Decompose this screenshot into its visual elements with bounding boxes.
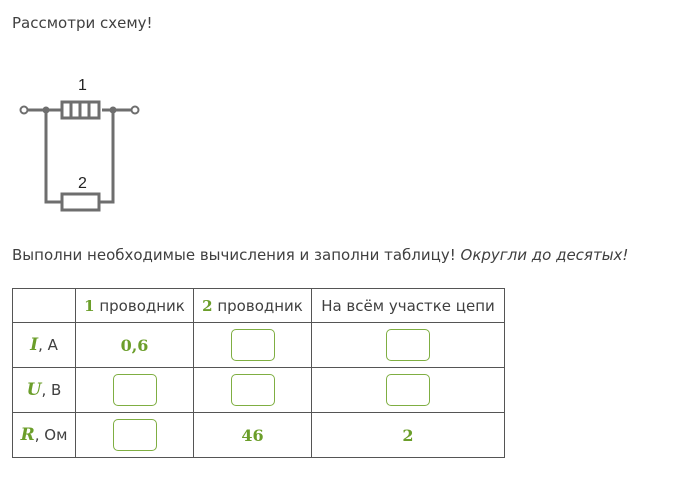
resistor-2-label: 2 (78, 175, 87, 192)
row-label-current: I, А (13, 323, 76, 368)
table-row-current (13, 323, 505, 368)
circuit-diagram (16, 72, 146, 212)
input-voltage-total[interactable] (386, 374, 430, 406)
cell-current-2 (194, 323, 312, 368)
resistor-2 (62, 194, 99, 210)
wire-branch-left (46, 110, 62, 202)
task-text (12, 246, 628, 264)
header-empty (13, 289, 76, 323)
input-current-2[interactable] (231, 329, 275, 361)
header-conductor-2: 2 проводник (194, 289, 312, 323)
row-label-resistance: R, Ом (13, 413, 76, 458)
answer-table (12, 288, 505, 458)
input-current-total[interactable] (386, 329, 430, 361)
cell-current-1: 0,6 (76, 323, 194, 368)
cell-voltage-1 (76, 368, 194, 413)
cell-resistance-total: 2 (312, 413, 505, 458)
terminal-left (21, 107, 28, 114)
table-header-row (13, 289, 505, 323)
cell-resistance-1 (76, 413, 194, 458)
header-whole-circuit: На всём участке цепи (312, 289, 505, 323)
task-instruction: Выполни необходимые вычисления и заполни таблицу! (12, 246, 456, 264)
input-voltage-2[interactable] (231, 374, 275, 406)
row-label-voltage: U, В (13, 368, 76, 413)
junction-left (43, 107, 49, 113)
header-conductor-1: 1 проводник (76, 289, 194, 323)
table-row-resistance (13, 413, 505, 458)
intro-text: Рассмотри схему! (12, 14, 153, 32)
cell-current-total (312, 323, 505, 368)
cell-voltage-total (312, 368, 505, 413)
input-voltage-1[interactable] (113, 374, 157, 406)
junction-right (110, 107, 116, 113)
terminal-right (132, 107, 139, 114)
cell-resistance-2: 46 (194, 413, 312, 458)
wire-branch-right (99, 110, 113, 202)
cell-voltage-2 (194, 368, 312, 413)
resistor-1-label: 1 (78, 77, 87, 94)
task-hint: Округли до десятых! (460, 246, 629, 264)
table-row-voltage (13, 368, 505, 413)
input-resistance-1[interactable] (113, 419, 157, 451)
